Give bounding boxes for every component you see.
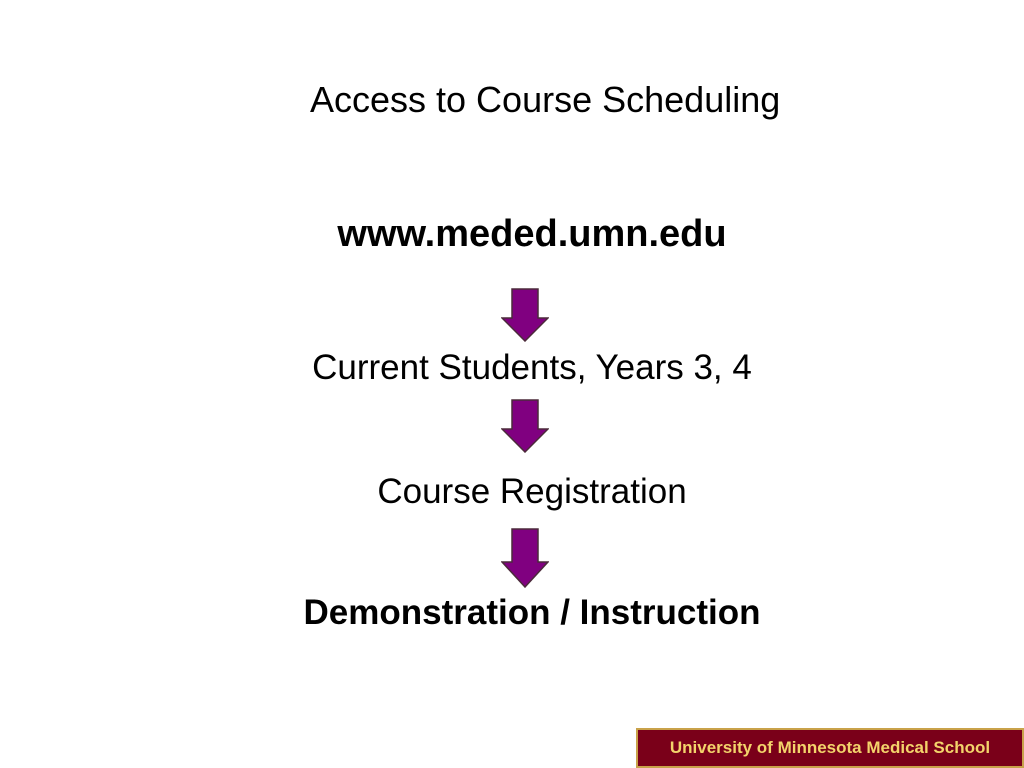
website-url: www.meded.umn.edu bbox=[337, 213, 727, 255]
footer-text: University of Minnesota Medical School bbox=[669, 738, 991, 757]
step-current-students: Current Students, Years 3, 4 bbox=[312, 348, 752, 387]
down-arrow-icon bbox=[501, 399, 549, 453]
slide-title: Access to Course Scheduling bbox=[310, 79, 781, 120]
step-course-registration: Course Registration bbox=[377, 472, 687, 511]
step-demonstration-instruction: Demonstration / Instruction bbox=[303, 593, 761, 632]
down-arrow-icon bbox=[501, 288, 549, 342]
footer-banner bbox=[636, 728, 1024, 768]
down-arrow-icon bbox=[501, 528, 549, 588]
